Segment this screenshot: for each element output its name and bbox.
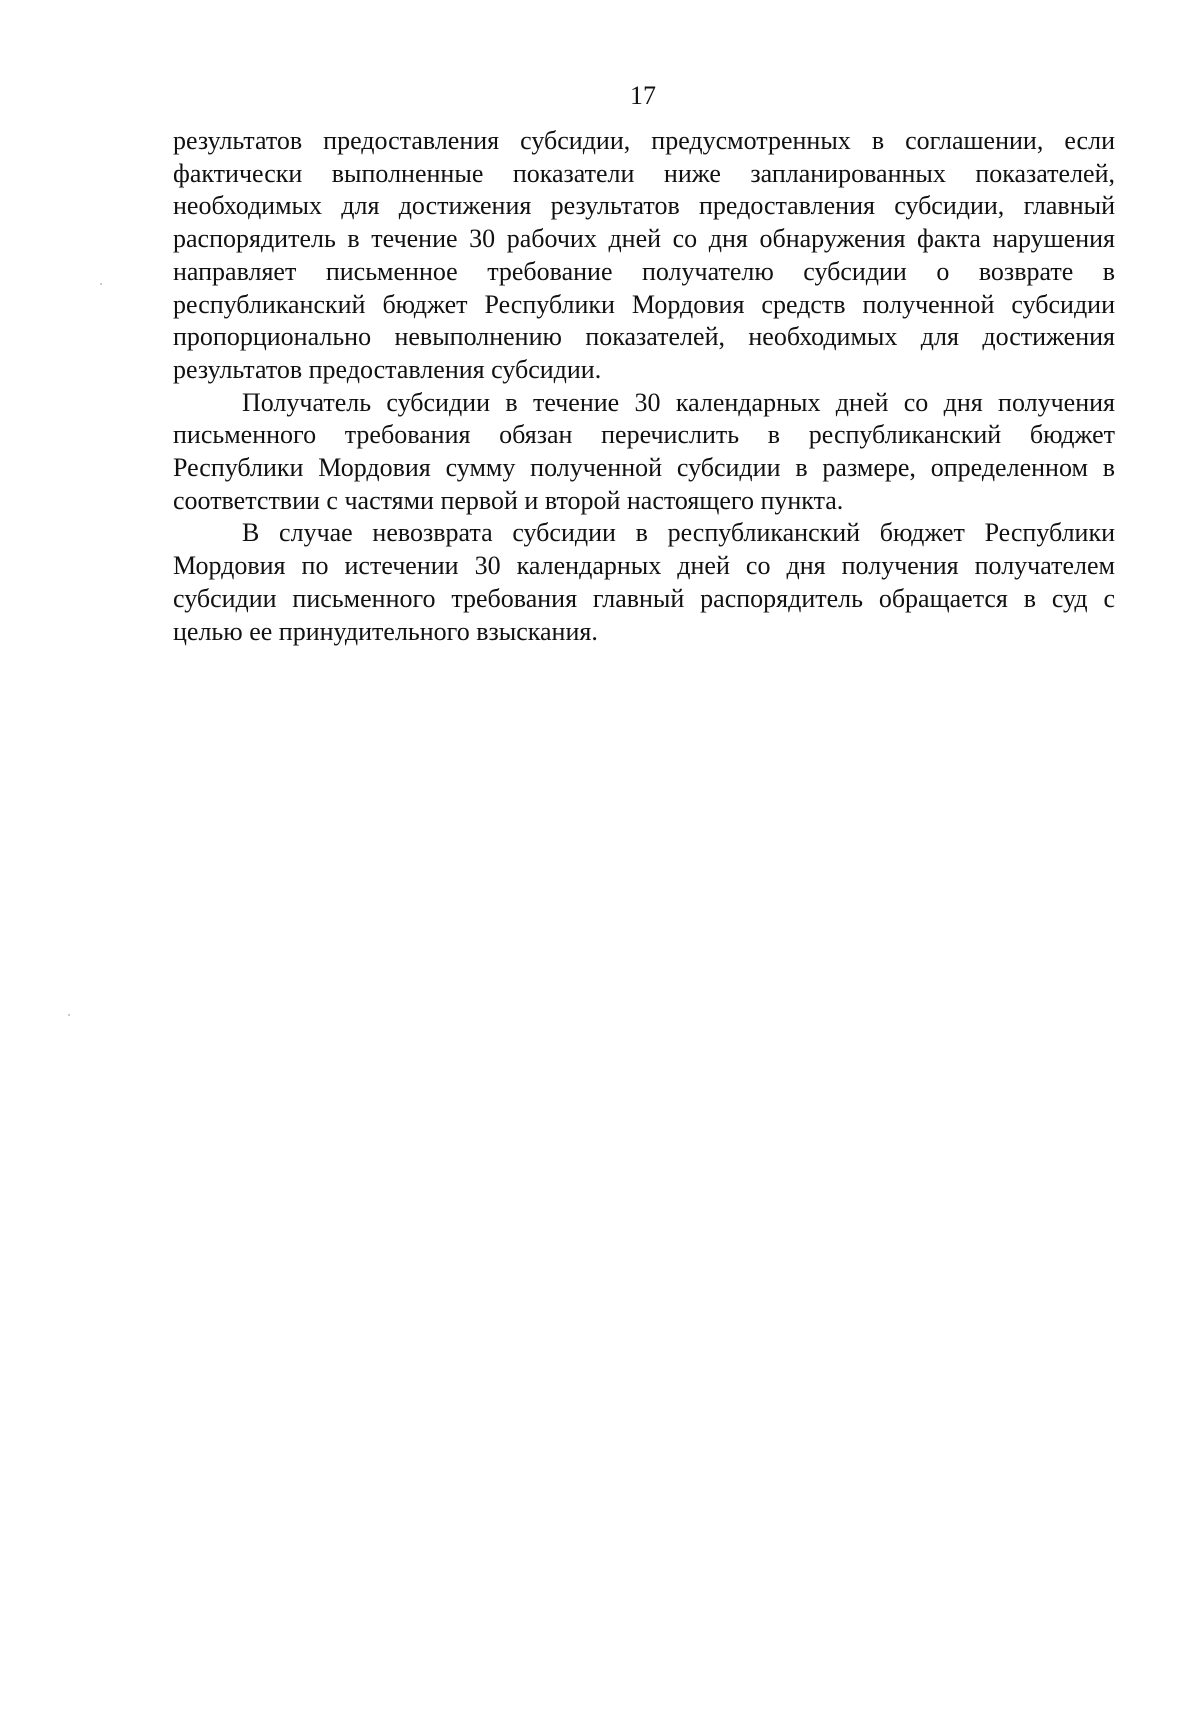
paragraph-recipient-obligation: Получатель субсидии в течение 30 календарных дней со дня получения письменного требования обязан перечислить в республиканский бюджет Республики Мордовия сумму полученной субсидии в размере, определенном в соответствии с частями первой и второй настоящего пункта. (173, 387, 1115, 515)
paragraph-non-return: В случае невозврата субсидии в республиканский бюджет Республики Мордовия по истечении 30 календарных дней со дня получения получателем субсидии письменного требования главный распорядитель обращается в суд с целью ее принудительного взыскания. (173, 518, 1115, 646)
scan-speck (100, 283, 102, 285)
document-body (173, 125, 1115, 648)
scan-speck (68, 1014, 70, 1016)
paragraph-continuation: результатов предоставления субсидии, предусмотренных в соглашении, если фактически выполненные показатели ниже запланированных показателей, необходимых для достижения результатов предоставления субсидии, главный распорядитель в течение 30 рабочих дней со дня обнаружения факта нарушения направляет письменное требование получателю субсидии о возврате в республиканский бюджет Республики Мордовия средств полученной субсидии пропорционально невыполнению показателей, необходимых для достижения результатов предоставления субсидии. (173, 126, 1115, 384)
page-number: 17 (630, 81, 656, 110)
